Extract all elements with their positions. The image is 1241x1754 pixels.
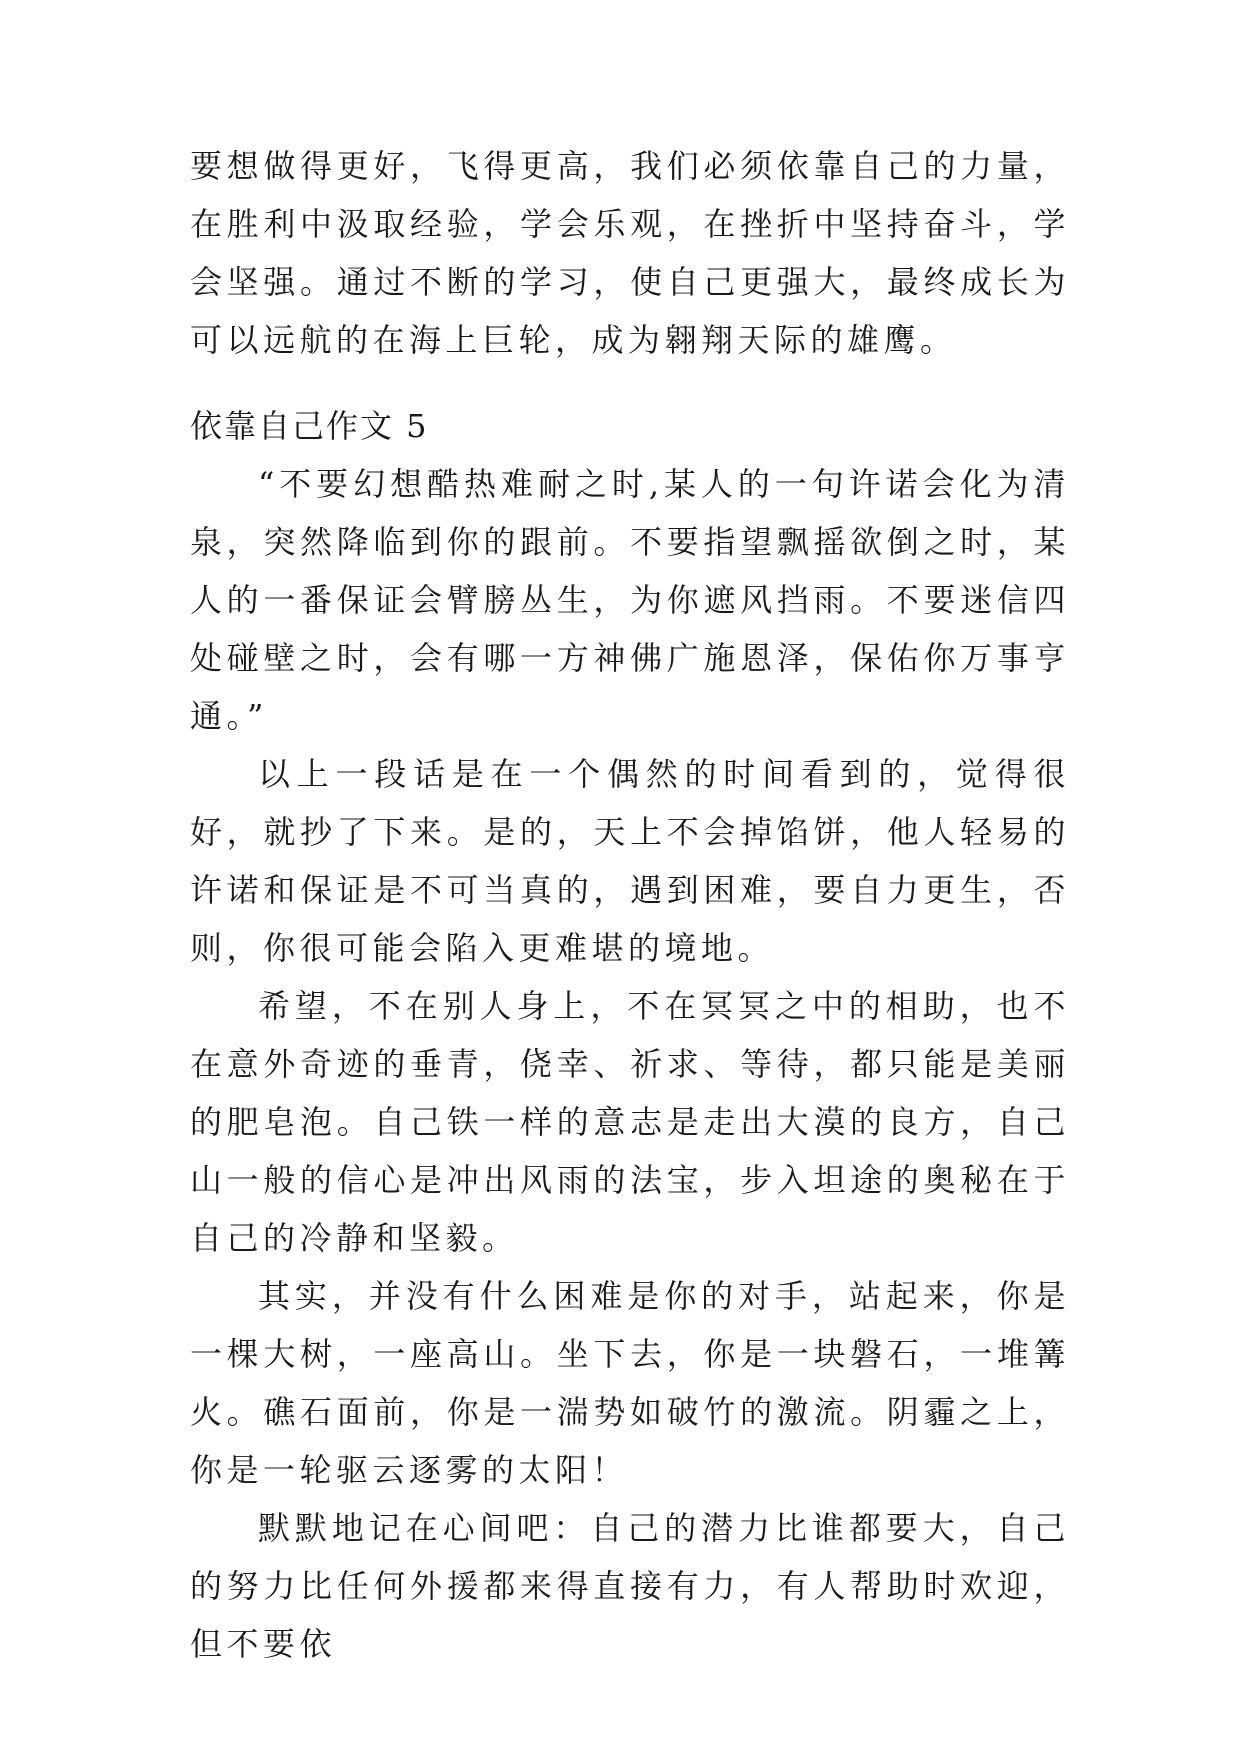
paragraph-5: 默默地记在心间吧：自己的潜力比谁都要大，自己的努力比任何外援都来得直接有力，有人帮助时欢迎，但不要依 — [190, 1509, 1070, 1663]
paragraph-3: 希望，不在别人身上，不在冥冥之中的相助，也不在意外奇迹的垂青，侥幸、祈求、等待，都只能是美丽的肥皂泡。自己铁一样的意志是走出大漠的良方，自己山一般的信心是冲出风雨的法宝，步入坦途的奥秘在于自己的冷静和坚毅。 — [190, 987, 1070, 1257]
paragraph-4: 其实，并没有什么困难是你的对手，站起来，你是一棵大树，一座高山。坐下去，你是一块磐石，一堆篝火。礁石面前，你是一湍势如破竹的激流。阴霾之上，你是一轮驱云逐雾的太阳！ — [190, 1277, 1070, 1489]
top-paragraph: 要想做得更好，飞得更高，我们必须依靠自己的力量，在胜利中汲取经验，学会乐观，在挫折中坚持奋斗，学会坚强。通过不断的学习，使自己更强大，最终成长为可以远航的在海上巨轮，成为翱翔天际的雄鹰。 — [190, 147, 1070, 359]
section-block — [190, 397, 1070, 1673]
paragraph-2: 以上一段话是在一个偶然的时间看到的，觉得很好，就抄了下来。是的，天上不会掉馅饼，他人轻易的许诺和保证是不可当真的，遇到困难，要自力更生，否则，你很可能会陷入更难堪的境地。 — [190, 755, 1070, 967]
paragraph-quote: “不要幻想酷热难耐之时,某人的一句许诺会化为清泉，突然降临到你的跟前。不要指望飘摇欲倒之时，某人的一番保证会臂膀丛生，为你遮风挡雨。不要迷信四处碰壁之时，会有哪一方神佛广施恩泽，保佑你万事亨通。” — [190, 465, 1070, 735]
top-paragraph-block — [190, 137, 1070, 369]
section-title: 依靠自己作文 5 — [190, 407, 429, 445]
